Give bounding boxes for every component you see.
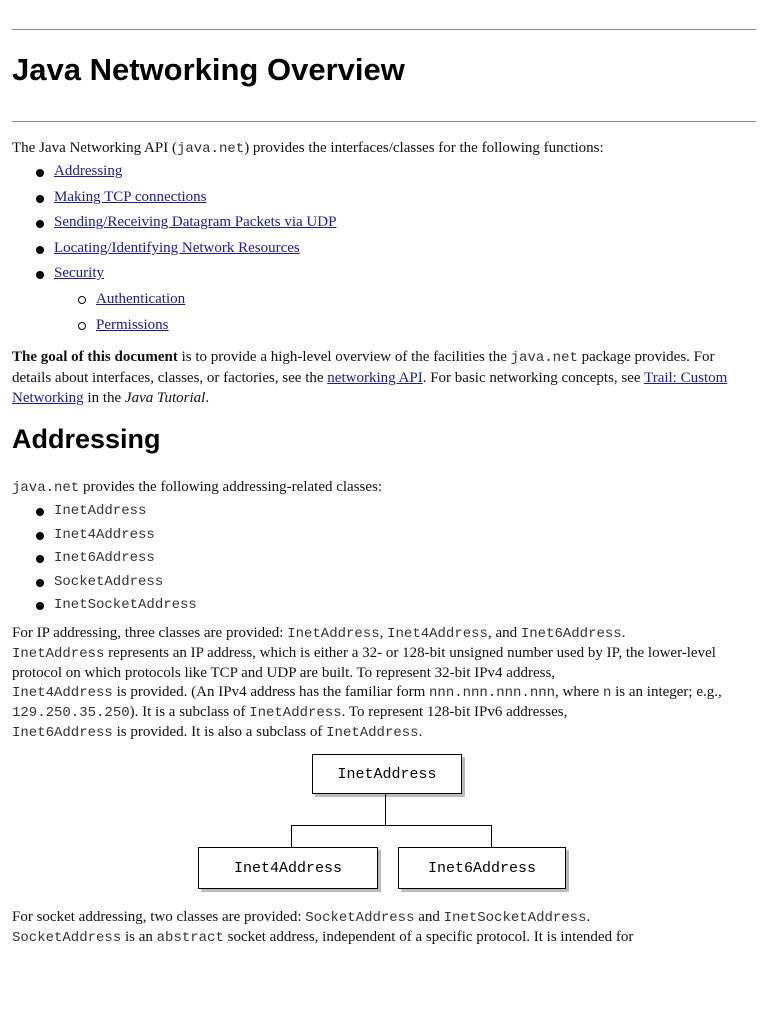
goal-bold: The goal of this document: [12, 349, 178, 365]
p1-code: InetAddress: [326, 725, 419, 741]
toc-link-authentication[interactable]: Authentication: [96, 291, 186, 307]
goal-paragraph: [12, 347, 752, 408]
list-item: [30, 263, 336, 289]
toc-link-addressing[interactable]: Addressing: [54, 163, 123, 179]
diagram-connector-vertical: [385, 793, 386, 825]
address-class-list: [30, 500, 197, 618]
toc-link-security[interactable]: Security: [54, 265, 104, 282]
list-item: [30, 187, 336, 213]
addressing-intro: [12, 477, 752, 498]
class-hierarchy-diagram: [195, 748, 575, 898]
p1-code: 129.250.35.250: [12, 705, 130, 721]
class-name: Inet4Address: [54, 526, 155, 543]
addressing-heading: Addressing: [12, 424, 161, 454]
list-item: [76, 315, 185, 341]
p1-code: Inet4Address: [12, 685, 113, 701]
list-item: [30, 238, 336, 264]
p1-code: Inet4Address: [387, 626, 488, 642]
list-item: [76, 289, 185, 315]
toc-link-resources[interactable]: Locating/Identifying Network Resources: [54, 239, 300, 256]
java-tutorial-title: Java Tutorial: [124, 390, 206, 406]
diagram-connector-right: [491, 825, 492, 847]
intro-suffix: ) provides the interfaces/classes for the following functions:: [244, 140, 604, 156]
toc-link-tcp[interactable]: Making TCP connections: [54, 188, 207, 205]
p2-code: SocketAddress: [12, 930, 122, 946]
diagram-connector-horizontal: [291, 825, 491, 826]
goal-text-2: package provides. For details about interfaces, classes, or factories, see the: [12, 349, 715, 386]
class-name: Inet6Address: [54, 550, 155, 566]
diagram-box-inet6address: Inet6Address: [398, 847, 566, 889]
diagram-connector-left: [291, 825, 292, 847]
list-item: [30, 594, 197, 618]
trail-custom-networking-link[interactable]: Trail: Custom Networking: [12, 370, 728, 406]
ip-addressing-paragraph: [12, 624, 752, 743]
p1-text: ). It is a subclass of: [129, 704, 250, 720]
intro-paragraph: [12, 138, 752, 159]
p1-text: , and: [487, 625, 521, 641]
p1-text: ,: [379, 625, 388, 641]
p1-text: .: [418, 724, 423, 740]
addressing-intro-text: provides the following addressing-related classes:: [79, 479, 383, 495]
p1-code: InetAddress: [249, 705, 342, 721]
goal-text-1: is to provide a high-level overview of the facilities the: [177, 349, 511, 365]
p1-code: InetAddress: [287, 626, 380, 642]
p2-code: abstract: [156, 930, 224, 946]
p2-text: .: [586, 909, 591, 925]
p1-text: , where: [555, 684, 603, 700]
list-item: [30, 547, 197, 571]
addressing-intro-code: java.net: [12, 480, 80, 496]
p1-text: . To represent 128-bit IPv6 addresses,: [341, 704, 568, 720]
p2-code: SocketAddress: [305, 910, 415, 926]
p1-code: nnn.nnn.nnn.nnn: [429, 685, 556, 701]
diagram-box-inet4address: Inet4Address: [198, 847, 378, 889]
toc-link-permissions[interactable]: Permissions: [96, 317, 169, 333]
socket-addressing-paragraph: [12, 908, 752, 948]
p2-text: socket address, independent of a specific protocol. It is intended for: [223, 929, 634, 945]
list-item: [30, 524, 197, 548]
networking-api-link[interactable]: networking API: [327, 370, 423, 386]
p2-text: For socket addressing, two classes are provided:: [12, 909, 306, 925]
security-sublist: [76, 289, 185, 341]
goal-text-5: .: [205, 390, 210, 406]
intro-prefix: The Java Networking API (: [12, 140, 177, 156]
list-item: [30, 161, 336, 187]
intro-code: java.net: [176, 141, 245, 157]
p1-text: .: [621, 625, 626, 641]
p1-code: n: [602, 685, 612, 701]
class-name: SocketAddress: [54, 573, 164, 590]
class-name: InetAddress: [54, 503, 147, 519]
p1-text: is an integer; e.g.,: [611, 684, 722, 700]
p1-text: represents an IP address, which is either a 32- or 128-bit unsigned number used by IP, the lower-level protocol on which protocols like TCP and UDP are built. To represent 32-bit IPv4 address,: [12, 645, 716, 681]
p2-text: is an: [121, 929, 157, 945]
toc-list: [30, 161, 336, 289]
page-title: Java Networking Overview: [12, 52, 405, 87]
p1-code: Inet6Address: [520, 626, 622, 642]
p1-code: InetAddress: [12, 646, 105, 662]
title-rule: [12, 121, 756, 122]
goal-text-3: . For basic networking concepts, see: [422, 370, 645, 386]
list-item: [30, 571, 197, 595]
diagram-box-inetaddress: InetAddress: [312, 754, 462, 794]
list-item: [30, 212, 336, 238]
toc-link-udp[interactable]: Sending/Receiving Datagram Packets via UDP: [54, 214, 337, 231]
p1-text: For IP addressing, three classes are provided:: [12, 625, 288, 641]
class-name: InetSocketAddress: [54, 597, 197, 613]
p2-text: and: [414, 909, 444, 925]
p2-code: InetSocketAddress: [443, 910, 587, 926]
goal-text-4: in the: [83, 390, 125, 406]
p1-text: is provided. It is also a subclass of: [112, 724, 327, 740]
p1-text: is provided. (An IPv4 address has the familiar form: [112, 684, 430, 700]
p1-code: Inet6Address: [12, 725, 113, 741]
top-rule: [12, 29, 756, 30]
list-item: [30, 500, 197, 524]
goal-code: java.net: [510, 350, 578, 366]
